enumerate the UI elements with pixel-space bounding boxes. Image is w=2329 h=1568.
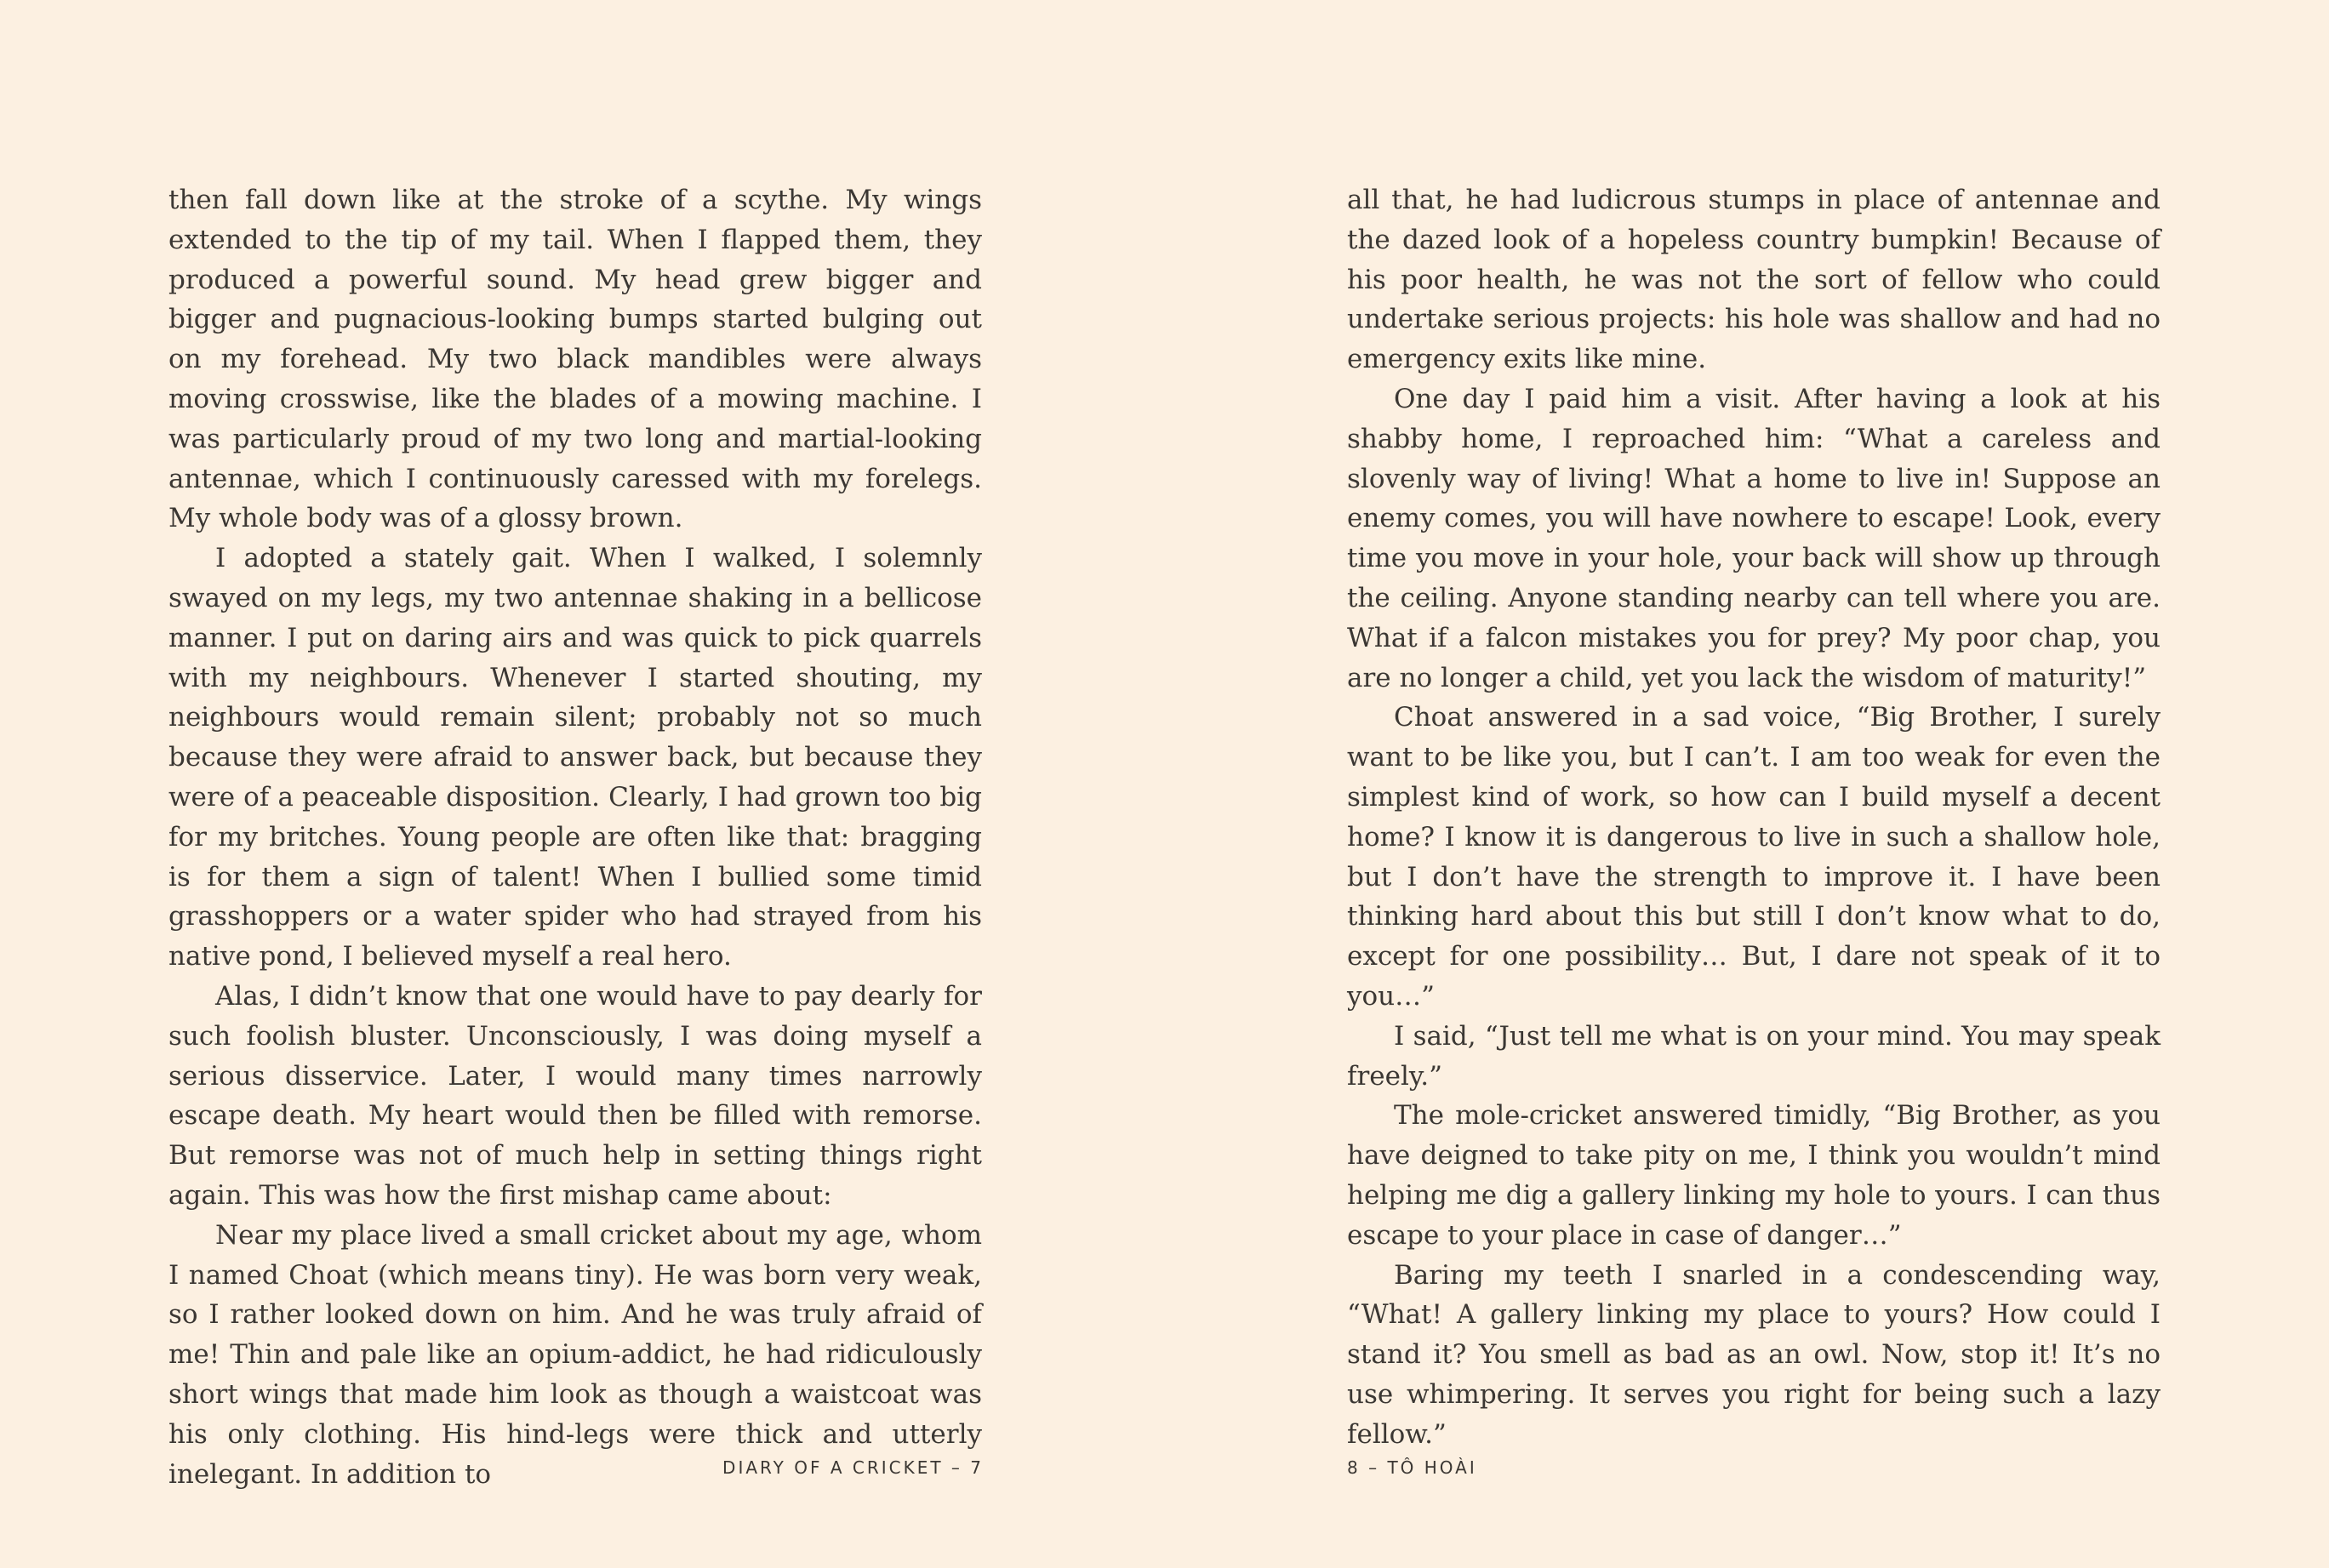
paragraph: Choat answered in a sad voice, “Big Brother, I surely want to be like you, but I can’t. I am too weak for even the simplest kind of work, so how can I build myself a decent home? I know it is dangerous to live in such a shallow hole, but I don’t have the strength to improve it. I have been thinking hard about this but still I don’t know what to do, except for one possibility… But, I dare not speak of it to you…” — [1347, 702, 2161, 1012]
paragraph: Alas, I didn’t know that one would have to pay dearly for such foolish bluster. Unconsciously, I was doing myself a serious disservice. Later, I would many times narrowly escape death. My heart would then be filled with remorse. But remorse was not of much help in setting things right again. This was how the first mishap came about: — [168, 980, 982, 1211]
paragraph: Baring my teeth I snarled in a condescending way, “What! A gallery linking my place to yours? How could I stand it? You smell as bad as an owl. Now, stop it! It’s no use whimpering. It serves you right for being such a lazy fellow.” — [1347, 1259, 2161, 1450]
left-page-text — [168, 180, 982, 1494]
paragraph: then fall down like at the stroke of a scythe. My wings extended to the tip of my tail. When I flapped them, they produced a powerful sound. My head grew bigger and bigger and pugnacious-looking bumps started bulging out on my forehead. My two black mandibles were always moving crosswise, like the blades of a mowing machine. I was particularly proud of my two long and martial-looking antennae, which I continuously caressed with my forelegs. My whole body was of a glossy brown. — [168, 185, 982, 534]
paragraph: all that, he had ludicrous stumps in place of antennae and the dazed look of a hopeless country bumpkin! Because of his poor health, he was not the sort of fellow who could undertake serious projects: his hole was shallow and had no emergency exits like mine. — [1347, 185, 2161, 375]
left-page — [0, 0, 1164, 1568]
right-page-footer: 8 – TÔ HOÀI — [1347, 1457, 1477, 1478]
paragraph: Near my place lived a small cricket about my age, whom I named Choat (which means tiny). He was born very weak, so I rather looked down on him. And he was truly afraid of me! Thin and pale like an opium-addict, he had ridiculously short wings that made him look as though a waistcoat was his only clothing. His hind-legs were thick and utterly inelegant. In addition to — [168, 1219, 982, 1490]
paragraph: I said, “Just tell me what is on your mind. You may speak freely.” — [1347, 1020, 2161, 1092]
right-page — [1164, 0, 2328, 1568]
paragraph: One day I paid him a visit. After having a look at his shabby home, I reproached him: “What a careless and slovenly way of living! What a home to live in! Suppose an enemy comes, you will have nowhere to escape! Look, every time you move in your hole, your back will show up through the ceiling. Anyone standing nearby can tell where you are. What if a falcon mistakes you for prey? My poor chap, you are no longer a child, yet you lack the wisdom of maturity!” — [1347, 383, 2161, 693]
left-page-footer: DIARY OF A CRICKET – 7 — [722, 1457, 984, 1478]
paragraph: I adopted a stately gait. When I walked, I solemnly swayed on my legs, my two antennae shaking in a bellicose manner. I put on daring airs and was quick to pick quarrels with my neighbours. Whenever I started shouting, my neighbours would remain silent; probably not so much because they were afraid to answer back, but because they were of a peaceable disposition. Clearly, I had grown too big for my britches. Young people are often like that: bragging is for them a sign of talent! When I bullied some timid grasshoppers or a water spider who had strayed from his native pond, I believed myself a real hero. — [168, 543, 982, 972]
paragraph: The mole-cricket answered timidly, “Big Brother, as you have deigned to take pity on me, I think you wouldn’t mind helping me dig a gallery linking my hole to yours. I can thus escape to your place in case of danger…” — [1347, 1100, 2161, 1251]
right-page-text — [1347, 180, 2161, 1455]
